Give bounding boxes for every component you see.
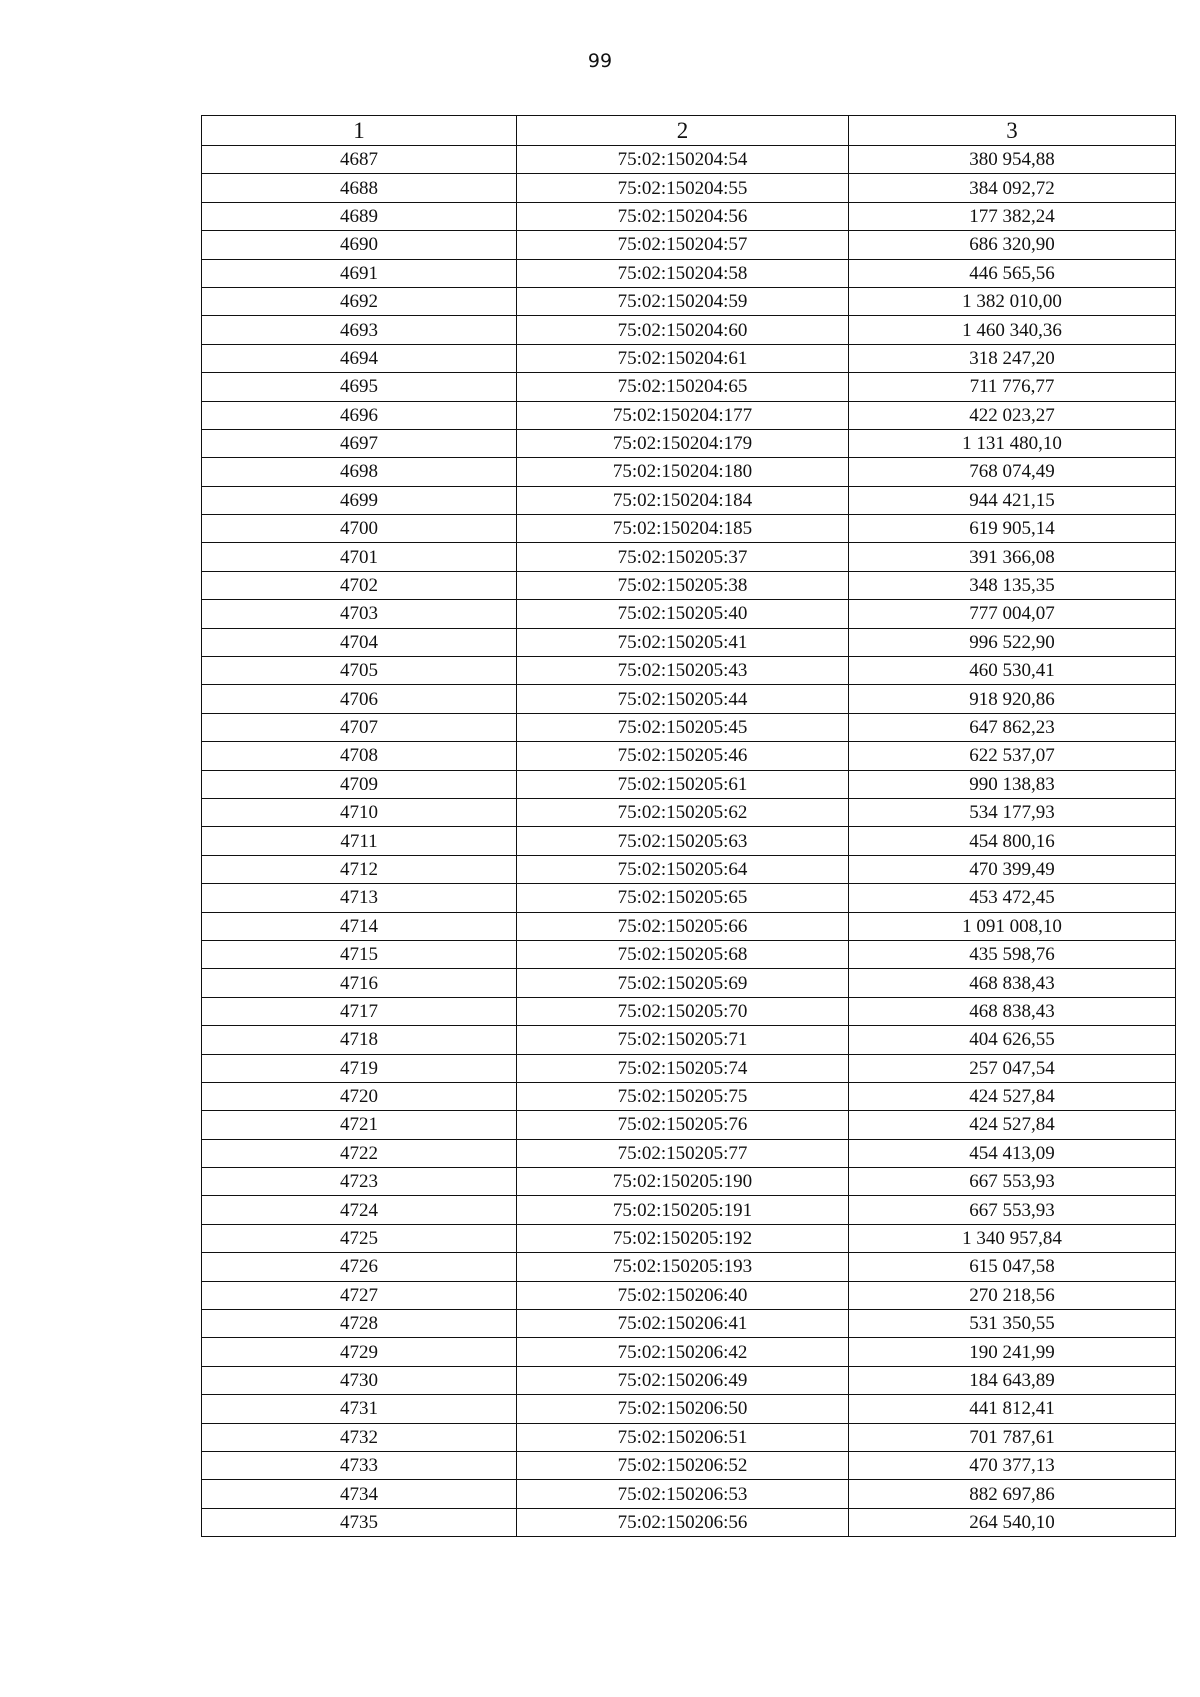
- row-number-cell: 4704: [202, 628, 517, 656]
- value-cell: 996 522,90: [849, 628, 1176, 656]
- row-number-cell: 4719: [202, 1054, 517, 1082]
- value-cell: 647 862,23: [849, 713, 1176, 741]
- table-row: [202, 202, 1176, 230]
- cadastral-number-cell: 75:02:150205:62: [517, 798, 849, 826]
- row-number-cell: 4690: [202, 231, 517, 259]
- table-row: [202, 713, 1176, 741]
- column-header-3: 3: [849, 116, 1176, 146]
- value-cell: 686 320,90: [849, 231, 1176, 259]
- value-cell: 264 540,10: [849, 1508, 1176, 1536]
- table-row: [202, 884, 1176, 912]
- value-cell: 990 138,83: [849, 770, 1176, 798]
- cadastral-number-cell: 75:02:150204:177: [517, 401, 849, 429]
- cadastral-number-cell: 75:02:150204:54: [517, 146, 849, 174]
- cadastral-number-cell: 75:02:150206:52: [517, 1451, 849, 1479]
- table-row: [202, 997, 1176, 1025]
- value-cell: 435 598,76: [849, 940, 1176, 968]
- table-row: [202, 1366, 1176, 1394]
- cadastral-number-cell: 75:02:150205:193: [517, 1253, 849, 1281]
- row-number-cell: 4702: [202, 571, 517, 599]
- table-row: [202, 486, 1176, 514]
- value-cell: 1 131 480,10: [849, 429, 1176, 457]
- row-number-cell: 4696: [202, 401, 517, 429]
- table-row: [202, 1224, 1176, 1252]
- cadastral-number-cell: 75:02:150205:70: [517, 997, 849, 1025]
- value-cell: 422 023,27: [849, 401, 1176, 429]
- cadastral-number-cell: 75:02:150206:40: [517, 1281, 849, 1309]
- value-cell: 619 905,14: [849, 515, 1176, 543]
- row-number-cell: 4713: [202, 884, 517, 912]
- row-number-cell: 4700: [202, 515, 517, 543]
- value-cell: 424 527,84: [849, 1111, 1176, 1139]
- row-number-cell: 4705: [202, 657, 517, 685]
- value-cell: 391 366,08: [849, 543, 1176, 571]
- cadastral-number-cell: 75:02:150204:57: [517, 231, 849, 259]
- table-row: [202, 600, 1176, 628]
- value-cell: 380 954,88: [849, 146, 1176, 174]
- cadastral-number-cell: 75:02:150205:65: [517, 884, 849, 912]
- table-row: [202, 827, 1176, 855]
- table-row: [202, 1139, 1176, 1167]
- table-row: [202, 855, 1176, 883]
- table-row: [202, 401, 1176, 429]
- value-cell: 454 800,16: [849, 827, 1176, 855]
- value-cell: 667 553,93: [849, 1196, 1176, 1224]
- row-number-cell: 4731: [202, 1395, 517, 1423]
- table-row: [202, 174, 1176, 202]
- value-cell: 453 472,45: [849, 884, 1176, 912]
- value-cell: 468 838,43: [849, 997, 1176, 1025]
- value-cell: 177 382,24: [849, 202, 1176, 230]
- cadastral-number-cell: 75:02:150205:66: [517, 912, 849, 940]
- value-cell: 711 776,77: [849, 373, 1176, 401]
- table-row: [202, 316, 1176, 344]
- cadastral-number-cell: 75:02:150205:75: [517, 1082, 849, 1110]
- cadastral-number-cell: 75:02:150205:46: [517, 742, 849, 770]
- cadastral-number-cell: 75:02:150205:77: [517, 1139, 849, 1167]
- cadastral-number-cell: 75:02:150204:61: [517, 344, 849, 372]
- table-row: [202, 657, 1176, 685]
- cadastral-number-cell: 75:02:150205:74: [517, 1054, 849, 1082]
- table-row: [202, 571, 1176, 599]
- row-number-cell: 4698: [202, 458, 517, 486]
- cadastral-number-cell: 75:02:150204:184: [517, 486, 849, 514]
- cadastral-number-cell: 75:02:150206:41: [517, 1310, 849, 1338]
- table-row: [202, 1310, 1176, 1338]
- table-row: [202, 231, 1176, 259]
- row-number-cell: 4697: [202, 429, 517, 457]
- value-cell: 348 135,35: [849, 571, 1176, 599]
- table-row: [202, 373, 1176, 401]
- cadastral-number-cell: 75:02:150206:53: [517, 1480, 849, 1508]
- table-row: [202, 515, 1176, 543]
- value-cell: 622 537,07: [849, 742, 1176, 770]
- cadastral-number-cell: 75:02:150205:69: [517, 969, 849, 997]
- table-row: [202, 1026, 1176, 1054]
- row-number-cell: 4728: [202, 1310, 517, 1338]
- row-number-cell: 4708: [202, 742, 517, 770]
- cadastral-number-cell: 75:02:150204:58: [517, 259, 849, 287]
- table-body: [202, 146, 1176, 1537]
- table-row: [202, 1168, 1176, 1196]
- table-row: [202, 969, 1176, 997]
- table-row: [202, 543, 1176, 571]
- cadastral-number-cell: 75:02:150205:37: [517, 543, 849, 571]
- header-row: [202, 116, 1176, 146]
- cadastral-number-cell: 75:02:150205:40: [517, 600, 849, 628]
- cadastral-number-cell: 75:02:150204:179: [517, 429, 849, 457]
- row-number-cell: 4718: [202, 1026, 517, 1054]
- table-row: [202, 940, 1176, 968]
- table-row: [202, 742, 1176, 770]
- cadastral-number-cell: 75:02:150205:191: [517, 1196, 849, 1224]
- row-number-cell: 4691: [202, 259, 517, 287]
- cadastral-number-cell: 75:02:150205:63: [517, 827, 849, 855]
- table-row: [202, 912, 1176, 940]
- cadastral-number-cell: 75:02:150205:41: [517, 628, 849, 656]
- value-cell: 1 460 340,36: [849, 316, 1176, 344]
- row-number-cell: 4726: [202, 1253, 517, 1281]
- row-number-cell: 4722: [202, 1139, 517, 1167]
- value-cell: 1 382 010,00: [849, 287, 1176, 315]
- row-number-cell: 4688: [202, 174, 517, 202]
- table-row: [202, 1338, 1176, 1366]
- value-cell: 882 697,86: [849, 1480, 1176, 1508]
- cadastral-number-cell: 75:02:150205:64: [517, 855, 849, 883]
- value-cell: 534 177,93: [849, 798, 1176, 826]
- row-number-cell: 4711: [202, 827, 517, 855]
- row-number-cell: 4709: [202, 770, 517, 798]
- row-number-cell: 4725: [202, 1224, 517, 1252]
- value-cell: 404 626,55: [849, 1026, 1176, 1054]
- cadastral-number-cell: 75:02:150205:44: [517, 685, 849, 713]
- value-cell: 257 047,54: [849, 1054, 1176, 1082]
- value-cell: 615 047,58: [849, 1253, 1176, 1281]
- value-cell: 318 247,20: [849, 344, 1176, 372]
- value-cell: 184 643,89: [849, 1366, 1176, 1394]
- table-row: [202, 146, 1176, 174]
- value-cell: 918 920,86: [849, 685, 1176, 713]
- row-number-cell: 4689: [202, 202, 517, 230]
- value-cell: 531 350,55: [849, 1310, 1176, 1338]
- value-cell: 1 340 957,84: [849, 1224, 1176, 1252]
- cadastral-number-cell: 75:02:150205:45: [517, 713, 849, 741]
- cadastral-number-cell: 75:02:150204:56: [517, 202, 849, 230]
- cadastral-number-cell: 75:02:150205:43: [517, 657, 849, 685]
- row-number-cell: 4717: [202, 997, 517, 1025]
- cadastral-number-cell: 75:02:150206:51: [517, 1423, 849, 1451]
- table-row: [202, 1423, 1176, 1451]
- table-row: [202, 770, 1176, 798]
- cadastral-number-cell: 75:02:150204:185: [517, 515, 849, 543]
- cadastral-number-cell: 75:02:150204:65: [517, 373, 849, 401]
- cadastral-number-cell: 75:02:150205:61: [517, 770, 849, 798]
- row-number-cell: 4732: [202, 1423, 517, 1451]
- table-row: [202, 1196, 1176, 1224]
- table-row: [202, 458, 1176, 486]
- value-cell: 424 527,84: [849, 1082, 1176, 1110]
- row-number-cell: 4687: [202, 146, 517, 174]
- value-cell: 667 553,93: [849, 1168, 1176, 1196]
- cadastral-number-cell: 75:02:150204:60: [517, 316, 849, 344]
- row-number-cell: 4694: [202, 344, 517, 372]
- cadastral-number-cell: 75:02:150205:38: [517, 571, 849, 599]
- row-number-cell: 4720: [202, 1082, 517, 1110]
- table-row: [202, 259, 1176, 287]
- table-row: [202, 1451, 1176, 1479]
- value-cell: 470 377,13: [849, 1451, 1176, 1479]
- value-cell: 384 092,72: [849, 174, 1176, 202]
- row-number-cell: 4699: [202, 486, 517, 514]
- row-number-cell: 4735: [202, 1508, 517, 1536]
- row-number-cell: 4721: [202, 1111, 517, 1139]
- row-number-cell: 4729: [202, 1338, 517, 1366]
- table-row: [202, 628, 1176, 656]
- cadastral-number-cell: 75:02:150206:49: [517, 1366, 849, 1394]
- cadastral-number-cell: 75:02:150205:71: [517, 1026, 849, 1054]
- row-number-cell: 4716: [202, 969, 517, 997]
- cadastral-number-cell: 75:02:150205:190: [517, 1168, 849, 1196]
- registry-table: [201, 115, 1176, 1537]
- value-cell: 460 530,41: [849, 657, 1176, 685]
- row-number-cell: 4701: [202, 543, 517, 571]
- value-cell: 768 074,49: [849, 458, 1176, 486]
- row-number-cell: 4695: [202, 373, 517, 401]
- value-cell: 1 091 008,10: [849, 912, 1176, 940]
- cadastral-number-cell: 75:02:150204:55: [517, 174, 849, 202]
- row-number-cell: 4714: [202, 912, 517, 940]
- table-row: [202, 1480, 1176, 1508]
- table-row: [202, 1082, 1176, 1110]
- table-row: [202, 685, 1176, 713]
- column-header-2: 2: [517, 116, 849, 146]
- value-cell: 270 218,56: [849, 1281, 1176, 1309]
- value-cell: 470 399,49: [849, 855, 1176, 883]
- cadastral-number-cell: 75:02:150205:192: [517, 1224, 849, 1252]
- table-row: [202, 1111, 1176, 1139]
- row-number-cell: 4734: [202, 1480, 517, 1508]
- page-number: 99: [587, 50, 613, 72]
- cadastral-number-cell: 75:02:150205:76: [517, 1111, 849, 1139]
- row-number-cell: 4733: [202, 1451, 517, 1479]
- value-cell: 468 838,43: [849, 969, 1176, 997]
- value-cell: 454 413,09: [849, 1139, 1176, 1167]
- table-row: [202, 1253, 1176, 1281]
- table-row: [202, 1395, 1176, 1423]
- table-row: [202, 287, 1176, 315]
- value-cell: 190 241,99: [849, 1338, 1176, 1366]
- cadastral-number-cell: 75:02:150204:180: [517, 458, 849, 486]
- cadastral-number-cell: 75:02:150206:56: [517, 1508, 849, 1536]
- table-row: [202, 429, 1176, 457]
- row-number-cell: 4707: [202, 713, 517, 741]
- row-number-cell: 4730: [202, 1366, 517, 1394]
- table-row: [202, 1281, 1176, 1309]
- value-cell: 441 812,41: [849, 1395, 1176, 1423]
- column-header-1: 1: [202, 116, 517, 146]
- cadastral-number-cell: 75:02:150205:68: [517, 940, 849, 968]
- row-number-cell: 4727: [202, 1281, 517, 1309]
- table-row: [202, 1508, 1176, 1536]
- value-cell: 777 004,07: [849, 600, 1176, 628]
- row-number-cell: 4692: [202, 287, 517, 315]
- value-cell: 446 565,56: [849, 259, 1176, 287]
- row-number-cell: 4693: [202, 316, 517, 344]
- table-row: [202, 798, 1176, 826]
- value-cell: 701 787,61: [849, 1423, 1176, 1451]
- row-number-cell: 4712: [202, 855, 517, 883]
- cadastral-number-cell: 75:02:150206:50: [517, 1395, 849, 1423]
- cadastral-number-cell: 75:02:150206:42: [517, 1338, 849, 1366]
- row-number-cell: 4723: [202, 1168, 517, 1196]
- value-cell: 944 421,15: [849, 486, 1176, 514]
- cadastral-number-cell: 75:02:150204:59: [517, 287, 849, 315]
- row-number-cell: 4724: [202, 1196, 517, 1224]
- row-number-cell: 4703: [202, 600, 517, 628]
- row-number-cell: 4710: [202, 798, 517, 826]
- row-number-cell: 4706: [202, 685, 517, 713]
- row-number-cell: 4715: [202, 940, 517, 968]
- table-row: [202, 344, 1176, 372]
- table-row: [202, 1054, 1176, 1082]
